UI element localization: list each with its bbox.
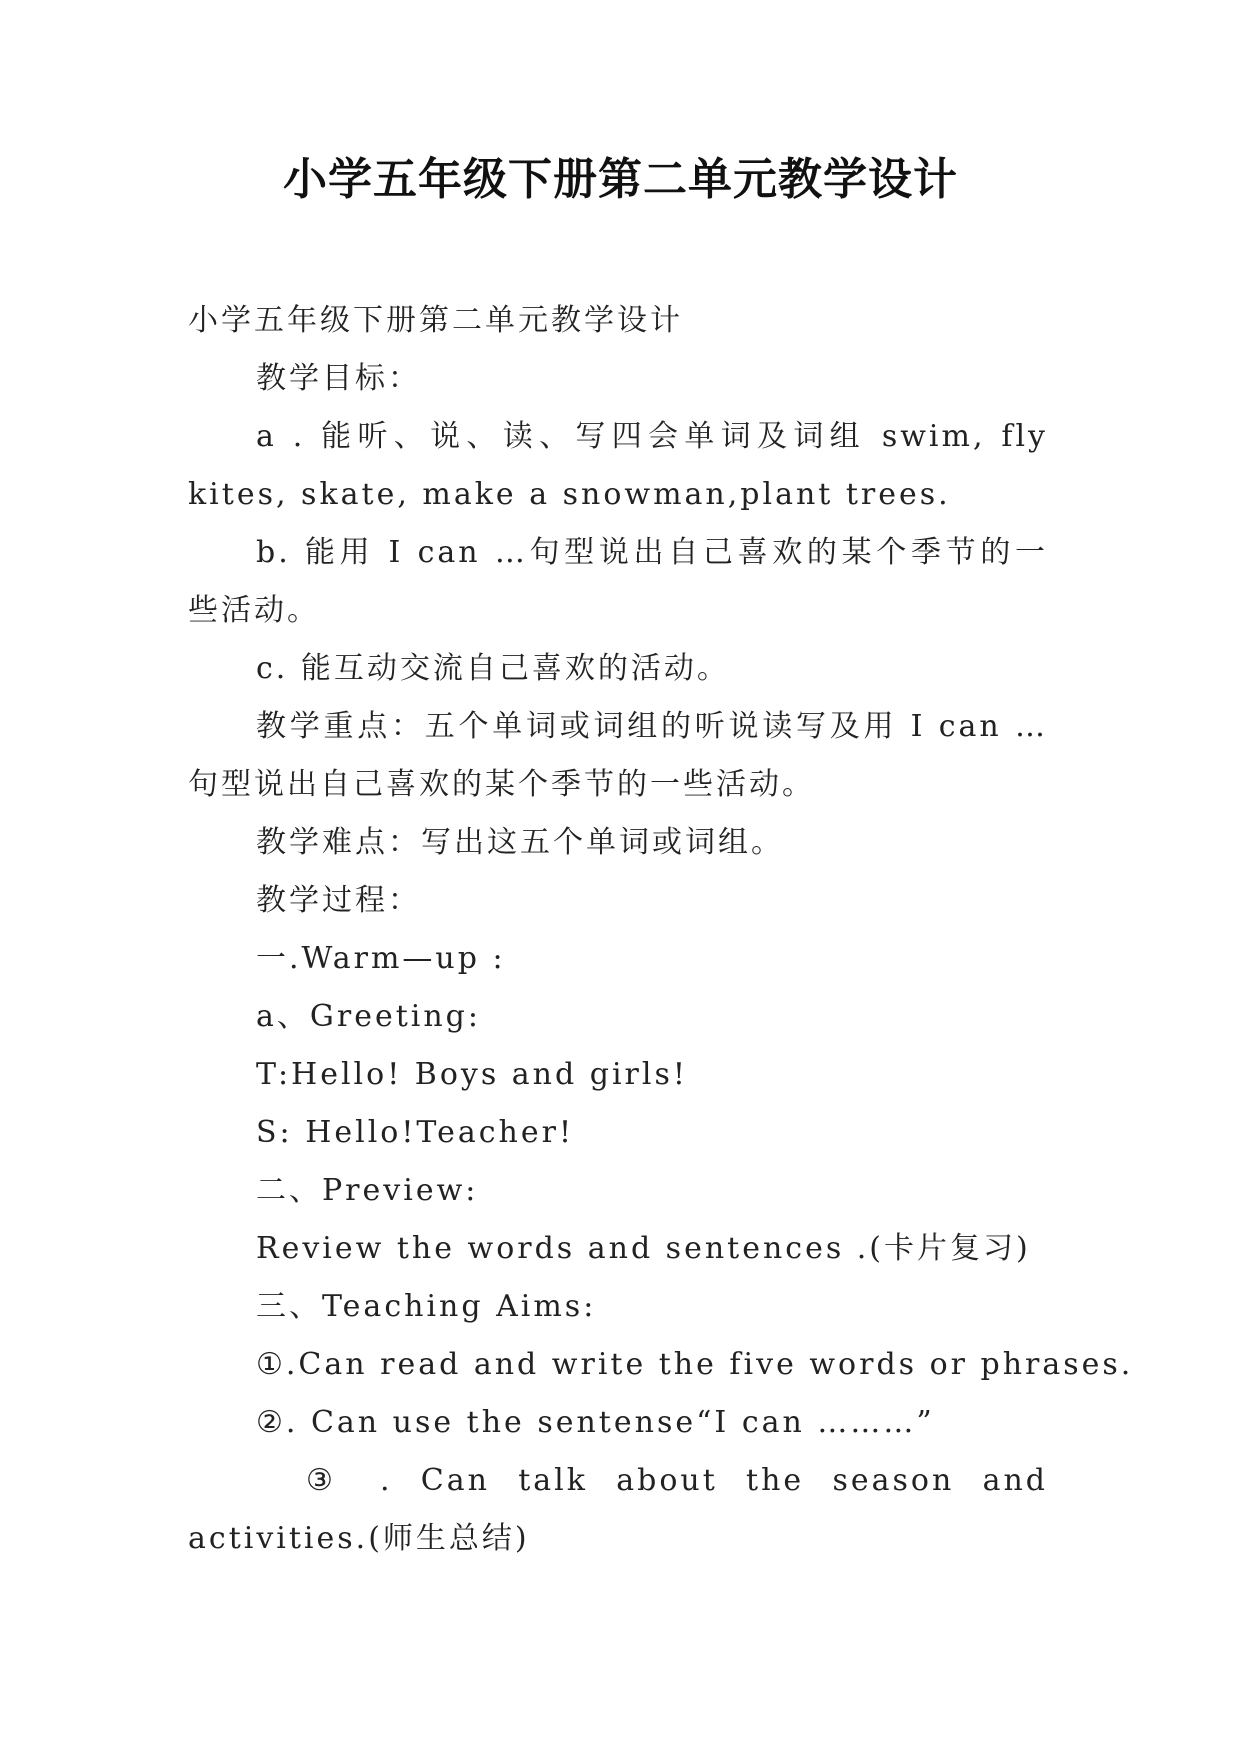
body-line: 三、Teaching Aims: <box>256 1289 597 1324</box>
body-line: 教学重点：五个单词或词组的听说读写及用 I can … <box>256 709 1048 744</box>
body-line: 教学过程： <box>256 883 421 918</box>
body-line: b. 能用 I can …句型说出自己喜欢的某个季节的一 <box>256 535 1048 570</box>
body-line: S: Hello!Teacher! <box>256 1115 575 1150</box>
body-line: 教学目标： <box>256 361 421 396</box>
body-line: a . 能听、说、读、写四会单词及词组 swim, fly <box>256 419 1048 454</box>
body-line: 二、Preview: <box>256 1173 479 1208</box>
body-line: 些活动。 <box>188 593 320 628</box>
body-line: ②. Can use the sentense“I can ………” <box>256 1405 935 1440</box>
body-line: kites, skate, make a snowman,plant trees. <box>188 477 951 512</box>
body-line: Review the words and sentences .(卡片复习) <box>256 1231 1031 1266</box>
body-line: ①.Can read and write the five words or phrases. <box>256 1347 1134 1382</box>
document-body <box>188 292 1134 1568</box>
body-line: 句型说出自己喜欢的某个季节的一些活动。 <box>188 767 815 802</box>
body-line: c. 能互动交流自己喜欢的活动。 <box>256 651 730 686</box>
body-line: a、Greeting: <box>256 999 481 1034</box>
document-title: 小学五年级下册第二单元教学设计 <box>283 154 958 205</box>
body-line: T:Hello! Boys and girls! <box>256 1057 688 1092</box>
body-line: 小学五年级下册第二单元教学设计 <box>188 303 683 338</box>
body-line: ③ . Can talk about the season and <box>306 1463 1048 1498</box>
body-line: 一.Warm—up : <box>256 941 506 976</box>
body-line: activities.(师生总结) <box>188 1521 530 1556</box>
body-line: 教学难点：写出这五个单词或词组。 <box>256 825 784 860</box>
